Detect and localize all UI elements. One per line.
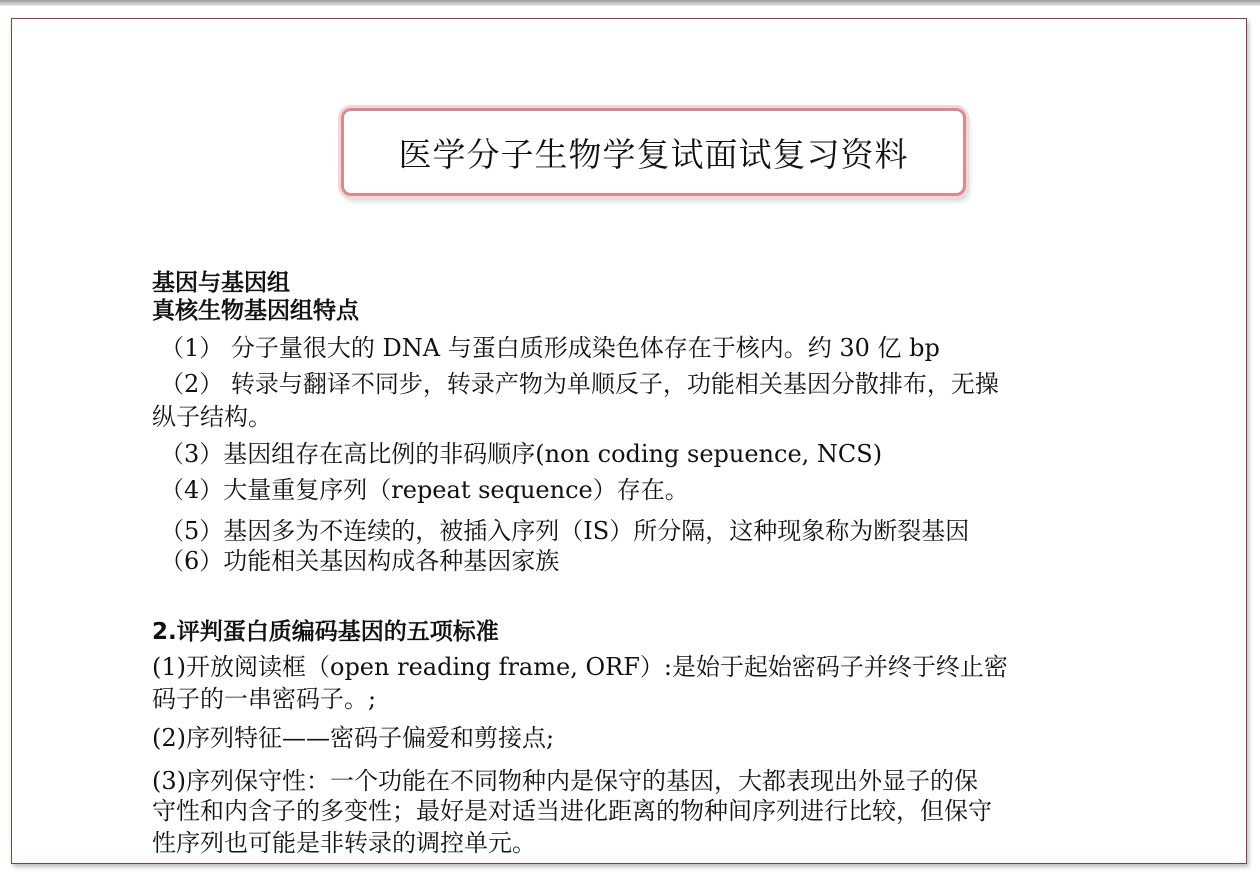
list-item: （5）基因多为不连续的，被插入序列（IS）所分隔，这种现象称为断裂基因 xyxy=(160,517,970,545)
section-heading-criteria: 2.评判蛋白质编码基因的五项标准 xyxy=(152,619,499,645)
top-edge-shadow xyxy=(0,0,1260,6)
document-title: 医学分子生物学复试面试复习资料 xyxy=(398,134,909,174)
list-item: 守性和内含子的多变性；最好是对适当进化距离的物种间序列进行比较，但保守 xyxy=(152,797,992,825)
list-item: （6）功能相关基因构成各种基因家族 xyxy=(160,547,560,575)
list-item: (1)开放阅读框（open reading frame, ORF）:是始于起始密码子并终于终止密 xyxy=(152,653,1008,681)
list-item: 纵子结构。 xyxy=(152,403,272,431)
list-item: 码子的一串密码子。; xyxy=(152,685,377,713)
list-item: （3）基因组存在高比例的非码顺序(non coding sepuence, NCS) xyxy=(160,440,883,468)
section-heading-genome: 基因与基因组 xyxy=(152,270,290,296)
list-item: （4）大量重复序列（repeat sequence）存在。 xyxy=(160,476,689,504)
list-item: 性序列也可能是非转录的调控单元。 xyxy=(152,829,536,857)
list-item: (2)序列特征——密码子偏爱和剪接点; xyxy=(152,724,555,752)
list-item: (3)序列保守性：一个功能在不同物种内是保守的基因，大都表现出外显子的保 xyxy=(152,767,978,795)
title-box xyxy=(341,108,966,196)
list-item: （1） 分子量很大的 DNA 与蛋白质形成染色体存在于核内。约 30 亿 bp xyxy=(160,334,940,362)
list-item: （2） 转录与翻译不同步，转录产物为单顺反子，功能相关基因分散排布，无操 xyxy=(160,370,999,398)
section-subheading-eukaryotic: 真核生物基因组特点 xyxy=(152,298,359,324)
